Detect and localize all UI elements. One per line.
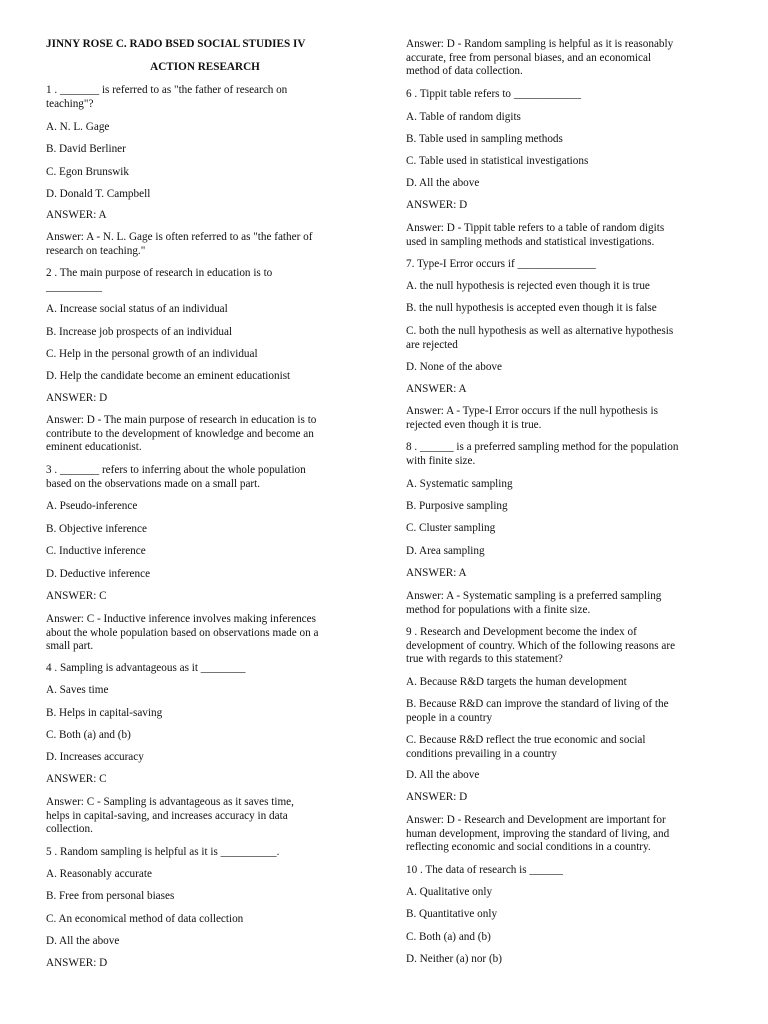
right-column-line: ANSWER: A bbox=[406, 383, 467, 395]
left-column-line: B. David Berliner bbox=[46, 143, 126, 155]
right-column-line: ANSWER: A bbox=[406, 567, 467, 579]
left-column-line: A. Pseudo-inference bbox=[46, 500, 138, 512]
right-column-line: C. Both (a) and (b) bbox=[406, 931, 491, 943]
right-column-line: C. Because R&D reflect the true economic and social conditions prevailing in a country bbox=[406, 734, 646, 760]
right-column-line: B. Because R&D can improve the standard of living of the people in a country bbox=[406, 698, 669, 724]
left-column-line: Answer: C - Sampling is advantageous as it saves time, helps in capital-saving, and increases accuracy in data collection. bbox=[46, 796, 294, 836]
right-column-line: C. Table used in statistical investigations bbox=[406, 155, 589, 167]
right-column-line: D. Area sampling bbox=[406, 545, 485, 557]
left-column-line: 4 . Sampling is advantageous as it ________ bbox=[46, 662, 246, 674]
left-column-line: D. Donald T. Campbell bbox=[46, 188, 151, 200]
right-column-line: A. Qualitative only bbox=[406, 886, 493, 898]
left-column-line: A. Saves time bbox=[46, 684, 109, 696]
right-column-line: A. Because R&D targets the human development bbox=[406, 676, 627, 688]
left-column-line: B. Increase job prospects of an individual bbox=[46, 326, 233, 338]
right-column-line: 7. Type-I Error occurs if ______________ bbox=[406, 258, 596, 270]
right-column-line: D. All the above bbox=[406, 769, 480, 781]
left-column-line: D. All the above bbox=[46, 935, 120, 947]
right-column-line: B. the null hypothesis is accepted even though it is false bbox=[406, 302, 657, 314]
right-column-line: ANSWER: D bbox=[406, 199, 468, 211]
left-column-line: B. Helps in capital-saving bbox=[46, 707, 163, 719]
right-column-line: 6 . Tippit table refers to ____________ bbox=[406, 88, 581, 100]
left-column-line: A. Reasonably accurate bbox=[46, 868, 152, 880]
right-column-line: Answer: A - Systematic sampling is a preferred sampling method for populations with a finite size. bbox=[406, 590, 662, 616]
right-column-line: 10 . The data of research is ______ bbox=[406, 864, 563, 876]
left-column-line: B. Objective inference bbox=[46, 523, 147, 535]
left-column-line: A. Increase social status of an individual bbox=[46, 303, 228, 315]
right-column-line: D. None of the above bbox=[406, 361, 502, 373]
right-column-line: A. Systematic sampling bbox=[406, 478, 513, 490]
left-column-line: C. Inductive inference bbox=[46, 545, 146, 557]
left-column-line: C. Egon Brunswik bbox=[46, 166, 129, 178]
left-column-line: ANSWER: C bbox=[46, 773, 107, 785]
left-column-line: 2 . The main purpose of research in education is to __________ bbox=[46, 267, 273, 293]
left-column-line: D. Increases accuracy bbox=[46, 751, 144, 763]
left-column-line: ANSWER: D bbox=[46, 392, 108, 404]
right-column-line: Answer: A - Type-I Error occurs if the null hypothesis is rejected even though it is true. bbox=[406, 405, 658, 431]
left-column-line: ANSWER: D bbox=[46, 957, 108, 969]
right-column-line: C. both the null hypothesis as well as alternative hypothesis are rejected bbox=[406, 325, 674, 351]
left-column-line: 5 . Random sampling is helpful as it is __________. bbox=[46, 846, 280, 858]
left-column-line: C. Both (a) and (b) bbox=[46, 729, 131, 741]
left-column-line: Answer: C - Inductive inference involves making inferences about the whole population based on observations made on a small part. bbox=[46, 613, 319, 653]
right-column-line: C. Cluster sampling bbox=[406, 522, 496, 534]
left-column-line: A. N. L. Gage bbox=[46, 121, 110, 133]
left-column-line: Answer: A - N. L. Gage is often referred to as "the father of research on teaching." bbox=[46, 231, 313, 257]
right-column-line: Answer: D - Tippit table refers to a table of random digits used in sampling methods and statistical investigations. bbox=[406, 222, 665, 248]
right-column-line: 9 . Research and Development become the index of development of country. Which of the following reasons are true with regards to this statement? bbox=[406, 626, 676, 666]
right-column-line: Answer: D - Research and Development are important for human development, improving the standard of living, and reflecting economic and social conditions in a country. bbox=[406, 814, 670, 854]
right-column-line: A. the null hypothesis is rejected even though it is true bbox=[406, 280, 650, 292]
right-column-line: D. Neither (a) nor (b) bbox=[406, 953, 502, 965]
left-column-line: ANSWER: A bbox=[46, 209, 107, 221]
left-column-line: C. Help in the personal growth of an individual bbox=[46, 348, 258, 360]
left-column-line: 3 . _______ refers to inferring about the whole population based on the observations made on a small part. bbox=[46, 464, 306, 490]
document-title: ACTION RESEARCH bbox=[150, 61, 260, 73]
right-column-line: B. Table used in sampling methods bbox=[406, 133, 563, 145]
right-column-line: B. Purposive sampling bbox=[406, 500, 508, 512]
right-column-line: 8 . ______ is a preferred sampling method for the population with finite size. bbox=[406, 441, 679, 467]
left-column-line: ANSWER: C bbox=[46, 590, 107, 602]
right-column-line: A. Table of random digits bbox=[406, 111, 521, 123]
left-column-line: B. Free from personal biases bbox=[46, 890, 175, 902]
document-header: JINNY ROSE C. RADO BSED SOCIAL STUDIES IV bbox=[46, 38, 306, 50]
left-column-line: C. An economical method of data collection bbox=[46, 913, 244, 925]
left-column-line: 1 . _______ is referred to as "the father of research on teaching"? bbox=[46, 84, 288, 110]
right-column-line: Answer: D - Random sampling is helpful as it is reasonably accurate, free from personal biases, and an economical method of data collection. bbox=[406, 38, 674, 78]
right-column-line: B. Quantitative only bbox=[406, 908, 498, 920]
left-column-line: D. Deductive inference bbox=[46, 568, 151, 580]
right-column-line: ANSWER: D bbox=[406, 791, 468, 803]
right-column-line: D. All the above bbox=[406, 177, 480, 189]
left-column-line: Answer: D - The main purpose of research in education is to contribute to the development of knowledge and become an eminent educationist. bbox=[46, 414, 317, 454]
left-column-line: D. Help the candidate become an eminent educationist bbox=[46, 370, 291, 382]
